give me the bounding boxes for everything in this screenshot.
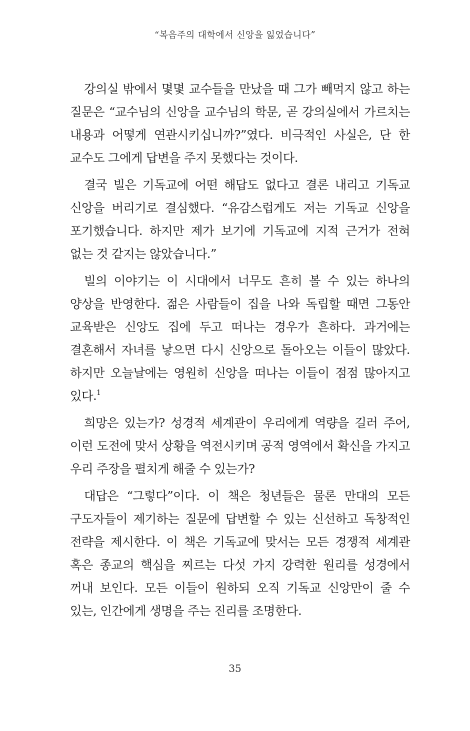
paragraph: 강의실 밖에서 몇몇 교수들을 만났을 때 그가 빼먹지 않고 하는 질문은 “교수님의 신앙을 교수님의 학문, 곧 강의실에서 가르치는 내용과 어떻게 연관시키십니까?”였다. 비극적인 사실은, 단 한 교수도 그에게 답변을 주지 못했다는 것이다. — [70, 82, 410, 165]
paragraph: 결국 빌은 기독교에 어떤 해답도 없다고 결론 내리고 기독교 신앙을 버리기로 결심했다. “유감스럽게도 저는 기독교 신앙을 포기했습니다. 하지만 제가 보기에 기독교에 지적 근거가 전혀 없는 것 같지는 않았습니다.” — [70, 178, 410, 261]
footnote-marker[interactable]: 1 — [96, 388, 101, 397]
paragraph-with-footnote — [70, 270, 410, 408]
page-number: 35 — [228, 664, 242, 675]
running-header: “복음주의 대학에서 신앙을 잃었습니다” — [154, 31, 316, 41]
paragraph: 희망은 있는가? 성경적 세계관이 우리에게 역량을 길러 주어, 이런 도전에 맞서 상황을 역전시키며 공적 영역에서 확신을 가지고 우리 주장을 펼치게 해줄 수 있는가? — [70, 416, 410, 476]
paragraph: 대답은 “그렇다”이다. 이 책은 청년들은 물론 만대의 모든 구도자들이 제기하는 질문에 답변할 수 있는 신선하고 독창적인 전략을 제시한다. 이 책은 기독교에 맞서는 모든 경쟁적 세계관 혹은 종교의 핵심을 찌르는 다섯 가지 강력한 원리를 성경에서 꺼내 보인다. 모든 이들이 원하되 오직 기독교 신앙만이 줄 수 있는, 인간에게 생명을 주는 진리를 조명한다. — [70, 489, 410, 618]
paragraph-text: 빌의 이야기는 이 시대에서 너무도 흔히 볼 수 있는 하나의 양상을 반영한다. 젊은 사람들이 집을 나와 독립할 때면 그동안 교육받은 신앙도 집에 두고 떠나는 경우가 흔하다. 과거에는 결혼해서 자녀를 낳으면 다시 신앙으로 돌아오는 이들이 많았다. 하지만 오늘날에는 영원히 신앙을 떠나는 이들이 점점 많아지고 있다. — [70, 274, 410, 403]
body-text — [70, 78, 410, 627]
